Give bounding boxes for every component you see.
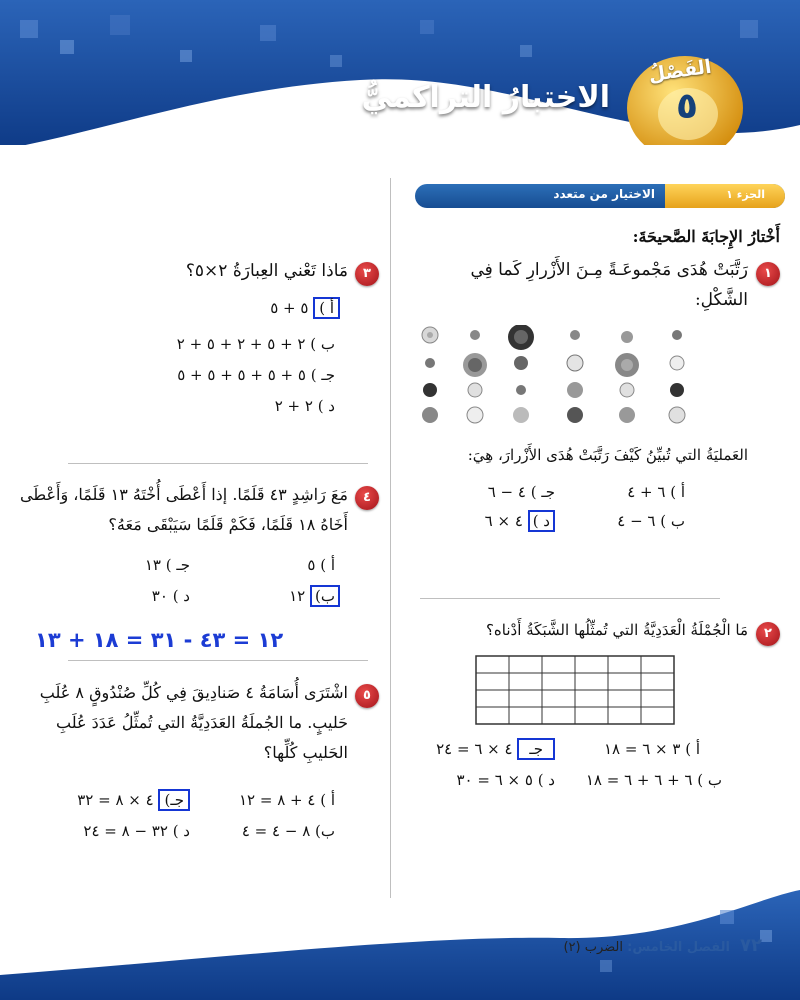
option-d[interactable]: د ) ٣٢ − ٨ = ٢٤ [83,822,190,840]
question-number: ٤ [355,486,379,510]
option-b[interactable]: ب ) ٢ + ٥ + ٢ + ٥ + ٢ [176,335,335,353]
option-b[interactable] [289,587,340,605]
option-d[interactable]: د ) ٥ × ٦ = ٣٠ [456,771,555,789]
buttons-grid [422,325,685,423]
option-d[interactable]: د ) ٢ + ٢ [274,397,335,415]
question-prompt: العَمليَةُ التي تُبيِّنُ كَيْفَ رَتَّبَتْ هُدَى الأَزْرارَ، هِيَ: [467,446,748,464]
option-c[interactable]: جـ ) ٤ − ٦ [487,483,555,501]
option-c[interactable] [77,791,190,809]
option-a[interactable]: أ ) ٦ + ٤ [627,483,685,501]
chapter-number: ٥ [676,86,698,127]
handwritten-answer: ١٢ = ٤٣ - ٣١ = ١٨ + ١٣ [35,628,284,652]
question-separator [420,598,720,599]
option-d[interactable]: د ) ٣٠ [151,587,190,605]
question-number: ٢ [756,622,780,646]
option-a[interactable]: أ ) ٤ + ٨ = ١٢ [238,791,335,809]
section-label: الاختيار من متعدد [553,187,655,201]
question-number: ٥ [355,684,379,708]
chapter-header [0,0,800,145]
question-text: مَا الْجُمْلَةُ الْعَدَدِيَّةُ التي تُمثِّلُها الشَّبَكَةُ أَدْناه؟ [485,621,748,639]
page-number: ٧٢ [740,935,762,956]
column-divider [390,178,391,898]
option-a[interactable]: أ ) ٣ × ٦ = ١٨ [603,740,700,758]
option-c-value: ٤ × ٦ = ٢٤ [436,740,513,758]
option-c-value: ٤ × ٨ = ٣٢ [77,791,154,809]
instruction: أَخْتارُ الإِجابَةَ الصَّحيحَةَ: [632,227,780,246]
option-a-value: ٥ + ٥ [270,299,309,317]
buttons-image [415,325,695,425]
option-b[interactable]: ب ) ٦ − ٤ [617,512,685,530]
answer-highlight-box: جـ) [158,789,190,811]
question-separator [68,463,368,464]
option-c[interactable]: جـ ) ١٣ [144,556,190,574]
option-c[interactable]: جـ ) ٥ + ٥ + ٥ + ٥ + ٥ [177,366,335,384]
answer-highlight-box: جـ [517,738,555,760]
option-a[interactable]: أ ) ٥ [307,556,335,574]
question-text: مَعَ رَاشِدٍ ٤٣ قَلَمًا. إذا أَعْطَى أُخْتَهُ ١٣ قَلَمًا، وَأَعْطَى أَخَاهُ ١٨ قَلَمًا، فَكَمْ قَلَمًا سَيَبْقَى مَعَهُ؟ [20,485,348,534]
answer-highlight-box: أ ) [313,297,340,319]
option-c[interactable] [436,740,555,758]
option-b[interactable]: ب ) ٦ + ٦ + ٦ = ١٨ [585,771,722,789]
answer-highlight-box: د ) [528,510,555,532]
option-a[interactable] [270,299,340,317]
section-part-label: الجزء ١ [726,188,765,201]
option-d-value: ٤ × ٦ [484,512,523,530]
option-d[interactable] [485,512,555,530]
question-number: ٣ [355,262,379,286]
section-bar [415,184,785,208]
chapter-title: الاختبارُ التراكميُّ [361,80,610,115]
footer-topic: الضرب (٢) [563,940,623,955]
option-b[interactable]: ب) ٨ − ٤ = ٤ [241,822,335,840]
option-b-value: ١٢ [289,587,306,605]
footer-chapter-text [563,940,730,955]
chapter-word: الفَصْلُ [647,55,713,87]
array-grid [475,655,675,725]
answer-highlight-box: ب) [310,585,340,607]
section-part-tab [665,184,785,208]
question-number: ١ [756,262,780,286]
question-text: مَاذا تَعْني العِبارَةُ ٢×٥؟ [185,261,348,281]
footer-chapter: الفصل الخامس: [627,940,730,955]
question-separator [68,660,368,661]
question-text: رَتَّبَتْ هُدَى مَجْموعَـةً مِـنَ الأَزْرارِ كَما فِي الشَّكْلِ: [470,260,748,310]
question-text: اشْتَرَى أُسَامَةُ ٤ صَنادِيقَ فِي كُلِّ صُنْدُوقٍ ٨ عُلَبِ حَليبٍ. ما الجُملَةُ العَدَدِيَّةُ التي تُمثِّلُ عَدَدَ عُلَبِ الحَليبِ كُلِّها؟ [39,683,348,762]
